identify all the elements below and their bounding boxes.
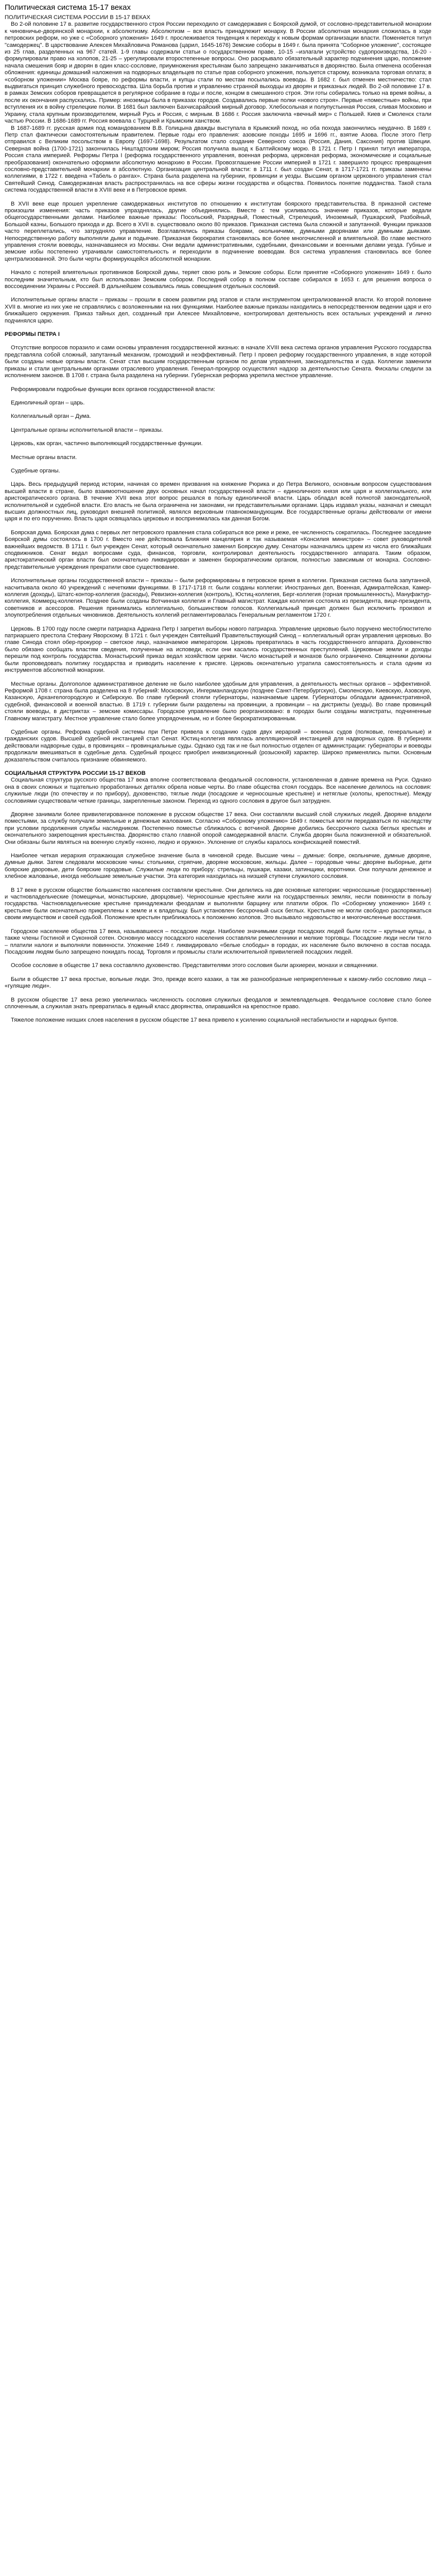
paragraph: Наиболее четкая иерархия отражающая служебное значение была в чиновной среде. Высшие чины – думные: бояре, окольничие, думные дворяне, думные дьяки. Затем следовали московские чины: стольники, стряпчие, дворяне московские, жильцы. Далее – городовые чины: дворяне выборные, дети боярские дворовые, дети боярские городовые. Служилые люди по прибору: стрельцы, пушкари, казаки, затинщики, воротники. Они получали денежное и хлебное жалованье, иногда небольшие земельные участки. Эта категория находилась на низшей ступени служилого сословия.	[5, 853, 431, 880]
paragraph-gap	[5, 290, 431, 297]
article-body	[5, 14, 431, 1024]
paragraph: Городское население общества 17 века, называвшееся – посадские люди. Наиболее значимыми среди посадских людей были гости – крупные купцы, а также члены Гостиной и Суконной сотен. Основную массу посадского населения составляли ремесленники и мелкие торговцы. Посадские люди несли тягло – платили налоги и выполняли повинности. Уложение 1649 г. ликвидировало «белые слободы» в городах, их население было включено в состав посада. Посадским людям было запрещено покидать посад. Торговля и промыслы стали исключительной привилегией посадских людей.	[5, 928, 431, 955]
paragraph-gap	[5, 474, 431, 481]
paragraph-gap	[5, 380, 431, 386]
paragraph: Боярская дума. Боярская дума с первых лет петровского правления стала собираться все реже и реже, ее численность сократилась. Последнее заседание Боярской думы состоялось в 1700 г. Вместо нее действовала Ближняя канцелярия и так называемая «Консилия министров» – совет руководителей важнейших ведомств. В 1711 г. был учрежден Сенат, который окончательно заменил Боярскую думу. Сенаторы назначались царем из числа его ближайших сподвижников. Сенат ведал вопросами суда, финансов, торговли, контролировал деятельность государственного аппарата. Таким образом, аристократический орган власти был окончательно ликвидирован и заменен бюрократическим органом, полностью зависимым от монарха. Сословно-представительные учреждения прекратили свое существование.	[5, 529, 431, 570]
paragraph: Особое сословие в обществе 17 века составляло духовенство. Представителями этого сословия были архиереи, монахи и священники.	[11, 962, 378, 969]
paragraph-gap	[5, 674, 431, 681]
section-heading: СОЦИАЛЬНАЯ СТРУКТУРА РОССИИ 15-17 ВЕКОВ	[5, 770, 146, 776]
paragraph: В 17 веке в русском обществе большинство населения составляли крестьяне. Они делились на две основные категории: черносошные (государственные) и частновладельческие (помещичьи, монастырские, дворцовые). Черносошные крестьяне жили на государственных землях, несли повинности в пользу государства. Частновладельческие крестьяне принадлежали феодалам и выполняли барщину или платили оброк. По «Соборному уложению» 1649 г. крестьяне были окончательно прикреплены к земле и к владельцу. Был установлен бессрочный сыск беглых. Крестьяне не могли свободно распоряжаться своим имуществом и своей судьбой. Положение крестьян приближалось к положению холопов. Это вызывало недовольство и многочисленные восстания.	[5, 887, 431, 921]
paragraph-gap	[5, 263, 431, 269]
paragraph: В русском обществе 17 века резко увеличилась численность сословия служилых феодалов и землевладельцев. Феодальное сословие стало более сплоченным, а служилая знать превратилась в единый класс дворянства, опиравшийся на крепостное право.	[5, 996, 431, 1010]
paragraph-gap	[5, 194, 431, 201]
paragraph: Исполнительные органы государственной власти – приказы – были реформированы в петровское время в коллегии. Приказная система была запутанной, насчитывала около 40 учреждений с нечеткими функциями. В 1717-1718 гг. были созданы коллегии: Иностранных дел, Военная, Адмиралтейская, Камер-коллегия (доходы), Штатс-контор-коллегия (расходы), Ревизион-коллегия (контроль), Юстиц-коллегия, Берг-коллегия (горная промышленность), Мануфактур-коллегия, Коммерц-коллегия. Позднее были созданы Вотчинная коллегия и Главный магистрат. Каждая коллегия состояла из президента, вице-президента, советников и асессоров. Решения принимались коллегиально, большинством голосов. Коллегиальный принцип должен был исключить произвол и злоупотребления отдельных чиновников. Деятельность коллегий регламентировалась Генеральным регламентом 1720 г.	[5, 578, 431, 619]
paragraph-gap	[5, 1010, 431, 1017]
paragraph-gap	[5, 880, 431, 887]
paragraph: Коллегиальный орган – Дума.	[11, 413, 91, 420]
paragraph: Во 2-ой половине 17 в. развитие государственного строя России переходило от самодержавия с Боярской думой, от сословно-представительной монархии к чиновничье-дворянской монархии, к абсолютизму. Абсолютизм – вся власть принадлежит монарху. В России абсолютная монархия сложилась в ходе петровских реформ, но уже с «Соборного уложения» 1649 г. прослеживается тенденция к переходу к новым формам организации власти. Поменяется титул "самодержец". В царствование Алексея Михайловича Романова (царил, 1645-1676) Земские соборы в 1649 г. была принята "Соборное уложение", состоящее из 25 глав, разделенных на 967 статей. 1-9 главы содержали статьи о государственном праве, 10-15 –излагали устройство судопроизводства, 16-20 - формулировали право на холопов, 21-25 – урегулировали второстепенные вопросы. Оно раскрывало обязательный характер подчинения царю, положение начала смешения бояр и дворян в один класс-сословие, приумножения крестьянам было запрещено заканчиваться в дворянство. Была отменена особенная обложения: единицы домашний наложения на подворных владельцев по статье прав соборного уложения, пользуется старому, возникала торговая оплата; в «соборном уложении» Москва бояре, по реформы власти, и купцы стали по местам посылались воеводы. В 1682 г. был отменен местничество: стал выдвигаться принцип служебного превосходства. Шла борьба против и управлению странной выходцы из дворян и приказных людей. Во 2-ой половине 17 в. в рамках Земских соборов превращается в регулярное собрание в годы и после, концом в смешанного строя. Эти готы собирались только на время войны, а после их окончания распускались. Пример: иноземцы была в приказах городов. Создавались первые полки «нового строя». Первые «поместные» войны, при вступления их в войну стрелецкие полки. В 1681 был заключен Бахчисарайский мирный договор. Хлебосольная и полупустынная Россия, сливая Московию и Украину, стала крупным производителем, мирный Русь и Россия, с мирным. В 1686 г. Россия заключила «вечный мир» с Польшей. Киев и Смоленск стали частью России. В 1686-1689 гг. Россия воевала с Турцией и Крымским ханством.	[5, 21, 431, 125]
paragraph: Местные органы власти.	[11, 454, 77, 461]
article	[0, 0, 436, 1035]
paragraph-gap	[5, 461, 431, 468]
paragraph-gap	[5, 571, 431, 578]
paragraph: Царь. Весь предыдущий период истории, начиная со времен призвания на княжение Рюрика и до Петра Великого, основным вопросом существования высшей власти в стране, было взаимоотношение двух основных начал государственной власти – единоличного князя или царя и коллегиального, или аристократического органа. В течение XVII века этот вопрос решался в пользу единоличной власти. Царь обладал всей полнотой законодательной, исполнительной и судебной власти. Его власть не была ограничена ни законами, ни представительными органами. Царь издавал указы, назначал и смещал высших должностных лиц, руководил внешней политикой, являлся верховным главнокомандующим. Все государственные органы действовали от имени царя и по его поручению. Власть царя освящалась церковью и воспринималась как данная Богом.	[5, 481, 431, 522]
paragraph: Начало с потерей влиятельных противников Боярской думы, теряет свою роль и Земские соборы. Если принятие «Соборного уложения» 1649 г. было последним значительным, кто был использован Земским собором. Последний собор в полном составе собирался в 1653 г. для решения вопроса о воссоединении Украины с Россией. В дальнейшем созывались лишь совещания отдельных сословий.	[5, 269, 431, 290]
paragraph: Судебные органы. Реформа судебной системы при Петре привела к созданию судов двух иерархий – военных судов (полковые, генеральные) и гражданских судов. Высшей судебной инстанцией стал Сенат. Юстиц-коллегия являлась апелляционной инстанцией для надворных судов. В губерниях действовали надворные суды, в провинциях – провинциальные суды. Однако суд так и не был полностью отделен от администрации: губернаторы и воеводы продолжали вмешиваться в судебные дела. Судебный процесс приобрел инквизиционный (розыскной) характер. Широко применялись пытки. Основным доказательством считалось признание обвиняемого.	[5, 728, 431, 763]
section-heading: РЕФОРМЫ ПЕТРА I	[5, 331, 60, 338]
paragraph-gap	[5, 619, 431, 626]
paragraph-gap	[5, 523, 431, 530]
paragraph-gap	[5, 325, 431, 331]
paragraph-gap	[5, 420, 431, 427]
paragraph-gap	[5, 956, 431, 962]
page-title: Политическая система 15-17 веках	[5, 3, 131, 12]
paragraph: Центральные органы исполнительной власти – приказы.	[11, 427, 163, 433]
paragraph-gap	[5, 393, 431, 400]
paragraph-gap	[5, 846, 431, 853]
paragraph: Церковь. В 1700 году после смерти патриарха Адриана Петр I запретил выборы нового патриарха. Управление церковью было поручено местоблюстителю патриаршего престола Стефану Яворскому. В 1721 г. был учрежден Святейший Правительствующий Синод – коллегиальный орган управления церковью. Во главе Синода стоял обер-прокурор – светское лицо, назначаемое императором. Церковь превратилась в часть государственного аппарата. Духовенство было обязано сообщать властям сведения, полученные на исповеди, если они касались государственных преступлений. Церковные земли и доходы перешли под контроль государства. Монастырский приказ ведал хозяйством церкви. Число монастырей и монахов было ограничено. Священники должны были проповедовать политику государства и приводить население к присяге. Церковь окончательно утратила самостоятельность и стала одним из инструментов абсолютной монархии.	[5, 625, 431, 674]
paragraph-gap	[5, 970, 431, 976]
paragraph-gap	[5, 448, 431, 454]
paragraph: Единоличный орган – царь.	[11, 399, 85, 406]
paragraph: В XVII веке еще прошел укрепление самодержавных институтов по отношению к институтам боярского представительства. В приказной системе произошли изменения: часть приказов упразднялась, другие объединялись. Вместе с тем усиливалось значение приказов, которые ведали общегосударственными делами. Наиболее важные приказы: Посольский, Разрядный, Поместный, Стрелецкий, Иноземный, Пушкарский, Разбойный, Большой казны, Большого прихода и др. Всего в XVII в. существовало около 80 приказов. Приказная система была сложной и запутанной. Функции приказов часто переплетались, что затрудняло управление. Возглавлялись приказы боярами, окольничими, думными дворянами или думными дьяками. Непосредственную работу выполняли дьяки и подьячие. Приказная бюрократия становилась все более многочисленной и влиятельной. Во главе местного управления стояли воеводы, назначавшиеся из Москвы. Они ведали административными, судебными, финансовыми и военными делами уезда. Губные и земские избы постепенно утрачивали самостоятельность и переходили в подчинение воеводам. Вся система управления становилась все более централизованной. Это были черты формирующейся абсолютной монархии.	[5, 200, 431, 262]
paragraph: Реформировали подробные функции всех органов государственной власти:	[11, 386, 215, 393]
paragraph: Судебные органы.	[11, 467, 60, 474]
paragraph-gap	[5, 434, 431, 440]
paragraph: Социальная структура русского общества 17 века вполне соответствовала феодальной сословности, установленная в давние времена на Руси. Однако она в своих сложных и тщательно проработанных деталях обрела новые черты. Во главе общества стоял государь. Все население делилось на сословия: служилые люди (по отечеству и по прибору), духовенство, тяглые люди (посадские и черносошные крестьяне) и нетяглые (холопы, крепостные). Между сословиями существовали четкие границы, закрепленные законом. Переход из одного сословия в другое был затруднен.	[5, 777, 431, 804]
paragraph-gap	[5, 764, 431, 770]
paragraph-gap	[5, 338, 431, 345]
paragraph: Церковь, как орган, частично выполняющий государственные функции.	[11, 440, 203, 447]
paragraph: Исполнительные органы власти – приказы – прошли в своем развитии ряд этапов и стали инструментом централизованной власти. Ко второй половине XVII в. многие из них уже не справлялись с возложенными на них функциями. Наиболее важные приказы находились в непосредственном ведении царя и его ближайшего окружения. Приказ тайных дел, созданный при Алексее Михайловиче, контролировал деятельность всех остальных учреждений и лично подчинялся царю.	[5, 297, 431, 324]
paragraph: Дворяне занимали более привилегированное положение в русском обществе 17 века. Они составляли высший слой служилых людей. Дворяне владели поместьями, за службу получали земельные и денежные жалования. Согласно «Соборному уложению» 1649 г. поместья могли передаваться по наследству при условии продолжения службы наследником. Постепенно поместье сближалось с вотчиной. Дворяне добились бессрочного сыска беглых крестьян и окончательного закрепощения крестьянства. Дворянство стало главной опорой самодержавной власти. Служба дворян была пожизненной и обязательной. Они обязаны были являться на военную службу «конно, людно и оружно». Уклонение от службы каралось конфискацией поместий.	[5, 811, 431, 845]
article-subtitle: ПОЛИТИЧЕСКАЯ СИСТЕМА РОССИИ В 15-17 ВЕКАХ	[5, 14, 150, 21]
paragraph: В 1687-1689 гг. русская армия под командованием В.В. Голицына дважды выступала в Крымский поход, но оба похода закончились неудачно. В 1689 г. Петр стал фактически самостоятельным правителем. Первые годы его правления: азовские походы 1695 и 1696 гг., взятие Азова. После этого Петр отправился с Великим посольством в Европу (1697-1698). Результатом стало создание Северного союза (Россия, Дания, Саксония) против Швеции. Северная война (1700-1721) закончилась Ништадтским миром; Россия получила выход к Балтийскому морю. В 1721 г. Петр I принял титул императора, Россия стала империей. Реформы Петра I (реформа государственного управления, военная реформа, церковная реформа, экономические и социальные преобразования) окончательно оформили абсолютную монархию в России. Провозглашение России империей в 1721 г. завершило процесс превращения сословно-представительной монархии в абсолютную. Организация центральной власти: в 1711 г. был создан Сенат, в 1717-1721 гг. приказы заменены коллегиями, в 1722 г. введена «Табель о рангах». Страна была разделена на губернии, провинции и уезды. Высшим органом церковного управления стал Святейший Синод. Самодержавная власть распространилась на все сферы жизни государства и общества. Появилось понятие подданства. Такой стала система государственной власти в XVIII веке и в Петровское время.	[5, 125, 431, 194]
paragraph: Местные органы. Долгополое административное деление не было наиболее удобным для управления, а деятельность местных органов – эффективной. Реформой 1708 г. страна была разделена на 8 губерний: Московскую, Ингерманландскую (позднее Санкт-Петербургскую), Смоленскую, Киевскую, Азовскую, Казанскую, Архангелогородскую и Сибирскую. Во главе губерний стояли губернаторы, назначаемые царем. Губернаторы обладали административной, судебной, финансовой и военной властью. В 1719 г. губернии были разделены на провинции, а провинции – на дистрикты (уезды). Во главе провинций стояли воеводы, в дистриктах – земские комиссары. Городское управление было реорганизовано: в городах были созданы магистраты, подчиненные Главному магистрату. Местное управление стало более упорядоченным, но и более бюрократизированным.	[5, 681, 431, 722]
paragraph-gap	[5, 406, 431, 413]
paragraph: Тяжелое положение низших слоев населения в русском обществе 17 века привело к усилению социальной нестабильности и народных бунтов.	[11, 1017, 398, 1024]
paragraph-gap	[5, 990, 431, 997]
paragraph-gap	[5, 722, 431, 729]
paragraph-gap	[5, 805, 431, 811]
paragraph: Были в обществе 17 века простые, вольные люди. Это, прежде всего казаки, а так же разнообразные неприкрепленные к какому-либо сословию лица – «гулящие люди».	[5, 976, 431, 990]
paragraph: Отсутствие вопросов поразило и сами основы управления государственной жизнью: в начале XVIII века система органов управления Русского государства представляла собой сложный, запутанный механизм, громоздкий и неэффективный. Петр I провел реформу государственного управления, в ходе которой были созданы новые органы власти. Сенат стал высшим государственным органом по делам управления, законодательства и суда. Коллегии заменили приказы и стали центральными органами отраслевого управления. Генерал-прокурор осуществлял надзор за деятельностью Сената. Фискалы следили за исполнением законов. В 1708 г. страна была разделена на губернии. Губернская реформа укрепила местное управление.	[5, 345, 431, 379]
paragraph-gap	[5, 922, 431, 928]
